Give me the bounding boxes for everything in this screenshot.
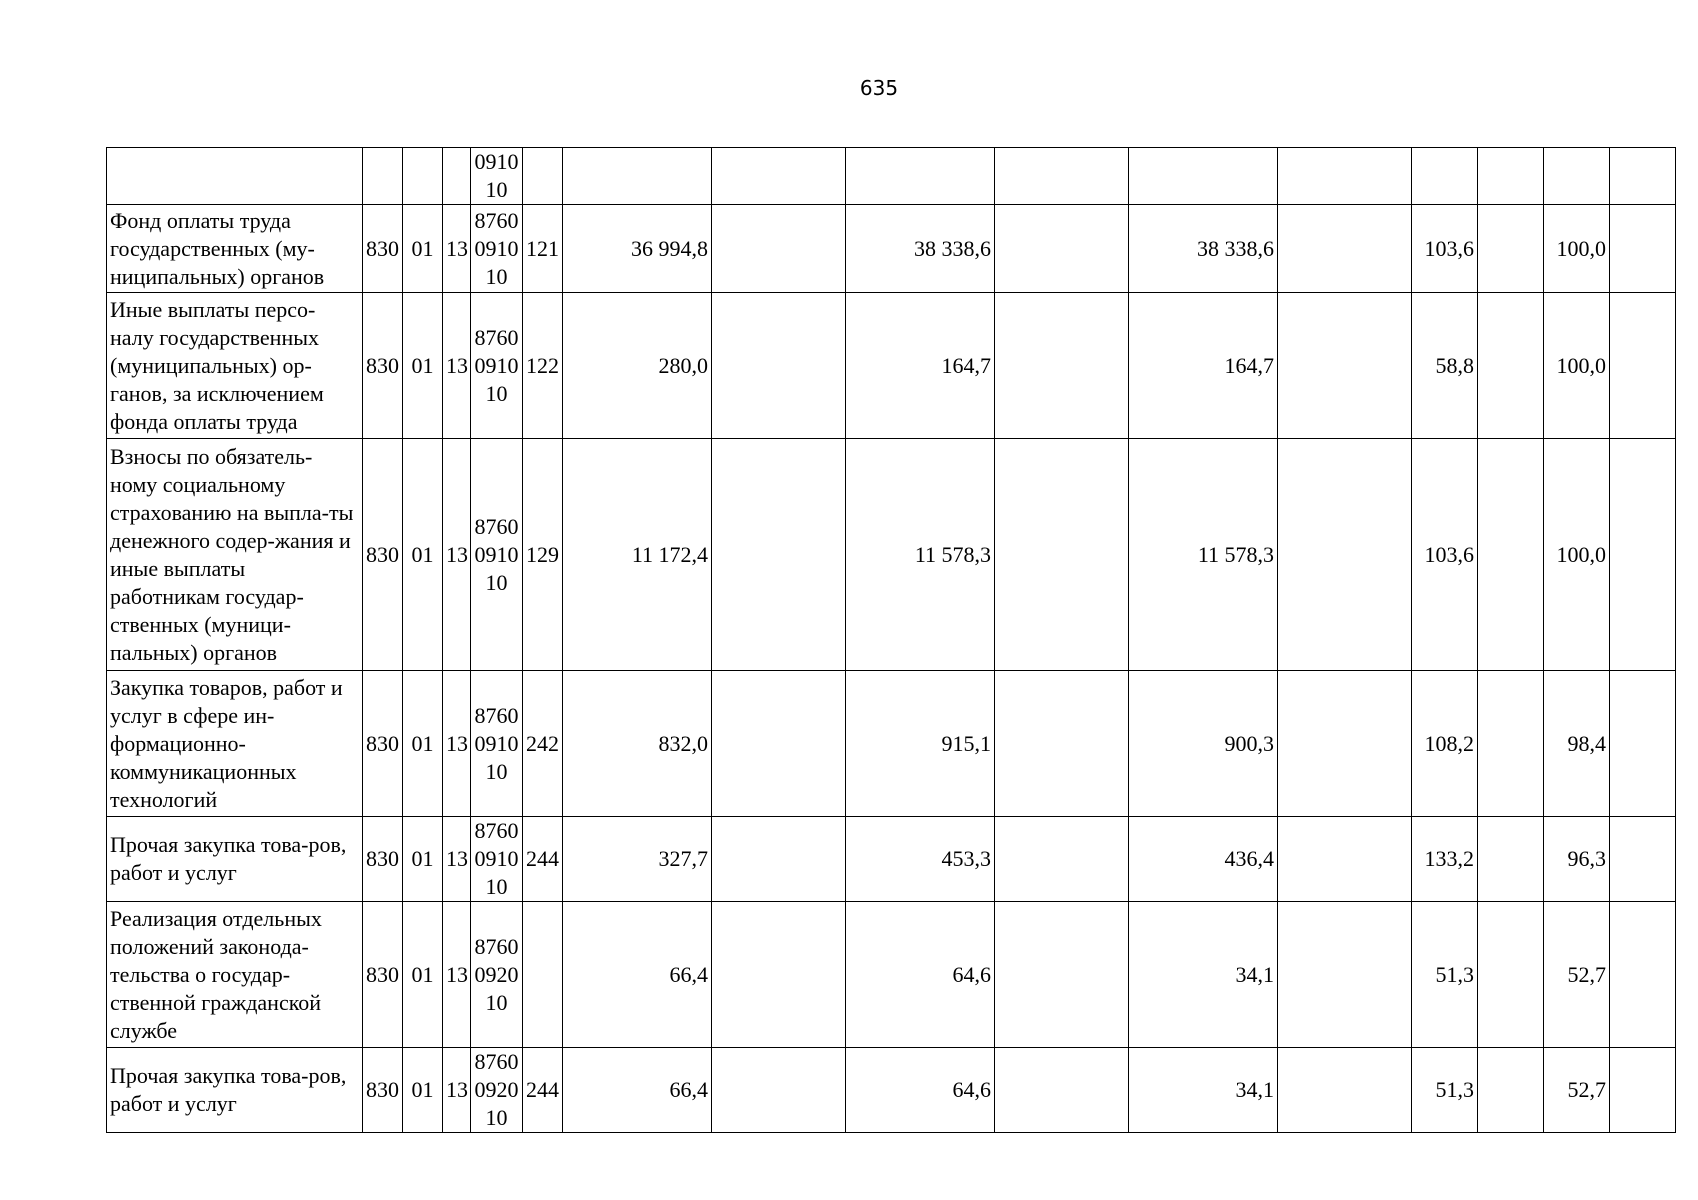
value-1: 36 994,8 — [563, 205, 712, 293]
expense-type-code — [523, 902, 563, 1048]
empty-cell — [995, 205, 1129, 293]
empty-cell — [1278, 439, 1412, 671]
table-row — [107, 671, 1676, 817]
empty-cell — [1478, 439, 1544, 671]
empty-cell — [712, 205, 846, 293]
empty-cell — [1278, 293, 1412, 439]
value-2: 11 578,3 — [846, 439, 995, 671]
section-code — [403, 148, 443, 205]
subsection-code: 13 — [443, 293, 471, 439]
percent-1: 103,6 — [1412, 205, 1478, 293]
percent-2: 96,3 — [1544, 817, 1610, 902]
empty-cell — [712, 148, 846, 205]
table-row — [107, 293, 1676, 439]
page-number: 635 — [859, 76, 899, 100]
empty-cell — [712, 817, 846, 902]
value-3: 34,1 — [1129, 1048, 1278, 1133]
percent-1: 51,3 — [1412, 1048, 1478, 1133]
empty-cell — [1478, 1048, 1544, 1133]
value-3: 38 338,6 — [1129, 205, 1278, 293]
table-row — [107, 902, 1676, 1048]
percent-1: 133,2 — [1412, 817, 1478, 902]
subsection-code: 13 — [443, 1048, 471, 1133]
empty-cell — [1610, 671, 1676, 817]
target-article-code: 8760 0910 10 — [471, 439, 523, 671]
target-article-code: 8760 0920 10 — [471, 1048, 523, 1133]
empty-cell — [1610, 439, 1676, 671]
section-code: 01 — [403, 439, 443, 671]
value-3: 11 578,3 — [1129, 439, 1278, 671]
percent-1: 58,8 — [1412, 293, 1478, 439]
value-1: 66,4 — [563, 1048, 712, 1133]
percent-1: 108,2 — [1412, 671, 1478, 817]
expense-type-code: 122 — [523, 293, 563, 439]
empty-cell — [1478, 671, 1544, 817]
percent-2: 52,7 — [1544, 902, 1610, 1048]
ved-code: 830 — [363, 439, 403, 671]
empty-cell — [995, 902, 1129, 1048]
target-article-code: 8760 0910 10 — [471, 293, 523, 439]
target-article-code: 8760 0920 10 — [471, 902, 523, 1048]
row-name: Прочая закупка това-ров, работ и услуг — [107, 817, 363, 902]
expense-type-code: 244 — [523, 1048, 563, 1133]
expense-type-code: 121 — [523, 205, 563, 293]
empty-cell — [1278, 817, 1412, 902]
value-1: 11 172,4 — [563, 439, 712, 671]
row-name: Реализация отдельных положений законода-тельства о государ-ственной гражданской службе — [107, 902, 363, 1048]
target-article-code: 8760 0910 10 — [471, 671, 523, 817]
empty-cell — [1478, 902, 1544, 1048]
subsection-code — [443, 148, 471, 205]
value-1 — [563, 148, 712, 205]
ved-code: 830 — [363, 205, 403, 293]
empty-cell — [995, 439, 1129, 671]
empty-cell — [1610, 817, 1676, 902]
value-1: 327,7 — [563, 817, 712, 902]
row-name: Взносы по обязатель-ному социальному страхованию на выпла-ты денежного содер-жания и иные выплаты работникам государ-ственных (муници-пальных) органов — [107, 439, 363, 671]
empty-cell — [1610, 148, 1676, 205]
ved-code: 830 — [363, 293, 403, 439]
budget-table — [106, 147, 1676, 1133]
target-article-code: 8760 0910 10 — [471, 205, 523, 293]
expense-type-code: 242 — [523, 671, 563, 817]
value-2: 164,7 — [846, 293, 995, 439]
target-article-code: 8760 0910 10 — [471, 817, 523, 902]
empty-cell — [1610, 293, 1676, 439]
empty-cell — [995, 148, 1129, 205]
section-code: 01 — [403, 205, 443, 293]
empty-cell — [712, 439, 846, 671]
empty-cell — [1610, 902, 1676, 1048]
percent-1: 51,3 — [1412, 902, 1478, 1048]
expense-type-code — [523, 148, 563, 205]
empty-cell — [1610, 1048, 1676, 1133]
empty-cell — [1278, 671, 1412, 817]
value-3 — [1129, 148, 1278, 205]
row-name: Прочая закупка това-ров, работ и услуг — [107, 1048, 363, 1133]
section-code: 01 — [403, 817, 443, 902]
empty-cell — [712, 293, 846, 439]
empty-cell — [995, 1048, 1129, 1133]
value-2 — [846, 148, 995, 205]
subsection-code: 13 — [443, 205, 471, 293]
value-2: 64,6 — [846, 1048, 995, 1133]
value-2: 453,3 — [846, 817, 995, 902]
value-3: 164,7 — [1129, 293, 1278, 439]
percent-1: 103,6 — [1412, 439, 1478, 671]
table-row — [107, 817, 1676, 902]
empty-cell — [995, 817, 1129, 902]
percent-2: 100,0 — [1544, 293, 1610, 439]
percent-2: 98,4 — [1544, 671, 1610, 817]
percent-2: 100,0 — [1544, 439, 1610, 671]
subsection-code: 13 — [443, 817, 471, 902]
section-code: 01 — [403, 671, 443, 817]
value-1: 280,0 — [563, 293, 712, 439]
value-3: 34,1 — [1129, 902, 1278, 1048]
empty-cell — [995, 293, 1129, 439]
percent-2: 52,7 — [1544, 1048, 1610, 1133]
value-3: 900,3 — [1129, 671, 1278, 817]
section-code: 01 — [403, 902, 443, 1048]
percent-2 — [1544, 148, 1610, 205]
percent-1 — [1412, 148, 1478, 205]
empty-cell — [1278, 205, 1412, 293]
expense-type-code: 129 — [523, 439, 563, 671]
value-1: 66,4 — [563, 902, 712, 1048]
table-row — [107, 439, 1676, 671]
value-1: 832,0 — [563, 671, 712, 817]
row-name — [107, 148, 363, 205]
subsection-code: 13 — [443, 902, 471, 1048]
empty-cell — [1278, 148, 1412, 205]
value-2: 64,6 — [846, 902, 995, 1048]
expense-type-code: 244 — [523, 817, 563, 902]
empty-cell — [1278, 1048, 1412, 1133]
row-name: Фонд оплаты труда государственных (му-ниципальных) органов — [107, 205, 363, 293]
table-row — [107, 148, 1676, 205]
row-name: Иные выплаты персо-налу государственных (муниципальных) ор-ганов, за исключением фонда оплаты труда — [107, 293, 363, 439]
empty-cell — [1610, 205, 1676, 293]
empty-cell — [995, 671, 1129, 817]
value-2: 38 338,6 — [846, 205, 995, 293]
target-article-code: 0910 10 — [471, 148, 523, 205]
empty-cell — [1478, 205, 1544, 293]
empty-cell — [1478, 148, 1544, 205]
section-code: 01 — [403, 1048, 443, 1133]
empty-cell — [1478, 817, 1544, 902]
ved-code — [363, 148, 403, 205]
subsection-code: 13 — [443, 439, 471, 671]
table-row — [107, 1048, 1676, 1133]
section-code: 01 — [403, 293, 443, 439]
empty-cell — [1278, 902, 1412, 1048]
ved-code: 830 — [363, 902, 403, 1048]
value-3: 436,4 — [1129, 817, 1278, 902]
empty-cell — [712, 1048, 846, 1133]
table-row — [107, 205, 1676, 293]
ved-code: 830 — [363, 671, 403, 817]
subsection-code: 13 — [443, 671, 471, 817]
empty-cell — [712, 902, 846, 1048]
ved-code: 830 — [363, 817, 403, 902]
row-name: Закупка товаров, работ и услуг в сфере ин-формационно-коммуникационных технологий — [107, 671, 363, 817]
value-2: 915,1 — [846, 671, 995, 817]
empty-cell — [712, 671, 846, 817]
percent-2: 100,0 — [1544, 205, 1610, 293]
ved-code: 830 — [363, 1048, 403, 1133]
empty-cell — [1478, 293, 1544, 439]
